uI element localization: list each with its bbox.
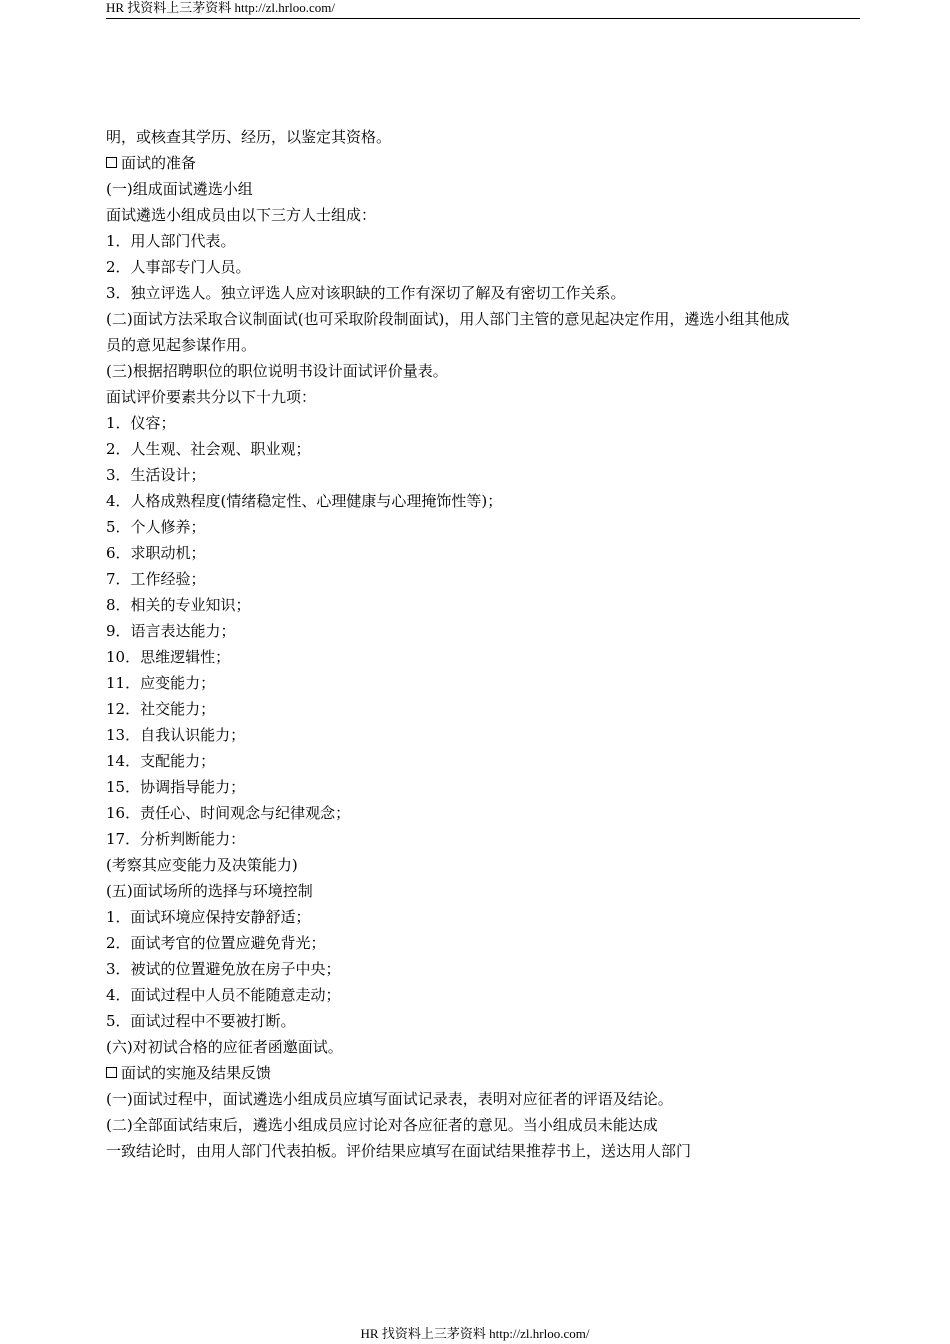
list-item: 3．被试的位置避免放在房子中央；: [106, 960, 341, 978]
list-item: 9．语言表达能力；: [106, 622, 236, 640]
text-line: (六)对初试合格的应征者函邀面试。: [106, 1038, 343, 1056]
section-heading-text: 面试的准备: [121, 154, 197, 172]
list-item: 4．面试过程中人员不能随意走动；: [106, 986, 341, 1004]
list-item: 7．工作经验；: [106, 570, 206, 588]
list-item: 14．支配能力；: [106, 752, 216, 770]
list-item: 3．生活设计；: [106, 466, 206, 484]
list-item: 2．面试考官的位置应避免背光；: [106, 934, 326, 952]
list-item: 12．社交能力；: [106, 700, 216, 718]
text-line: (考察其应变能力及决策能力): [106, 856, 298, 874]
list-item: 8．相关的专业知识；: [106, 596, 251, 614]
section-heading-text: 面试的实施及结果反馈: [121, 1064, 272, 1082]
section-heading-implementation: [106, 1060, 862, 1086]
list-item: 10．思维逻辑性；: [106, 648, 231, 666]
list-item: 4．人格成熟程度(情绪稳定性、心理健康与心理掩饰性等)；: [106, 492, 503, 510]
text-line: 明，或核查其学历、经历，以鉴定其资格。: [106, 128, 392, 146]
text-line: 面试遴选小组成员由以下三方人士组成：: [106, 206, 377, 224]
list-item: 1．仪容；: [106, 414, 176, 432]
list-item: 13．自我认识能力；: [106, 726, 246, 744]
list-item: 1．面试环境应保持安静舒适；: [106, 908, 311, 926]
text-line: (二)面试方法采取合议制面试(也可采取阶段制面试)，用人部门主管的意见起决定作用，遴选小组其他成: [106, 310, 790, 328]
document-body: [106, 124, 862, 1164]
list-item: 5．个人修养；: [106, 518, 206, 536]
text-line: (一)组成面试遴选小组: [106, 180, 253, 198]
section-heading-interview-prep: [106, 150, 862, 176]
text-line: 面试评价要素共分以下十九项：: [106, 388, 317, 406]
text-line: (五)面试场所的选择与环境控制: [106, 882, 313, 900]
list-item: 1．用人部门代表。: [106, 232, 236, 250]
text-line: (一)面试过程中，面试遴选小组成员应填写面试记录表，表明对应征者的评语及结论。: [106, 1090, 673, 1108]
list-item: 2．人事部专门人员。: [106, 258, 251, 276]
checkbox-square-icon: [106, 1067, 117, 1078]
list-item: 6．求职动机；: [106, 544, 206, 562]
list-item: 11．应变能力；: [106, 674, 216, 692]
list-item: 15．协调指导能力；: [106, 778, 246, 796]
page-footer: HR 找资料上三茅资料 http://zl.hrloo.com/: [360, 1326, 590, 1341]
text-line: 一致结论时，由用人部门代表拍板。评价结果应填写在面试结果推荐书上，送达用人部门: [106, 1142, 692, 1160]
list-item: 2．人生观、社会观、职业观；: [106, 440, 311, 458]
list-item: 17．分析判断能力：: [106, 830, 246, 848]
text-line: 员的意见起参谋作用。: [106, 336, 257, 354]
page-header: HR 找资料上三茅资料 http://zl.hrloo.com/: [106, 0, 860, 19]
list-item: 16．责任心、时间观念与纪律观念；: [106, 804, 351, 822]
list-item: 3．独立评选人。独立评选人应对该职缺的工作有深切了解及有密切工作关系。: [106, 284, 626, 302]
text-line: (二)全部面试结束后，遴选小组成员应讨论对各应征者的意见。当小组成员未能达成: [106, 1116, 658, 1134]
text-line: (三)根据招聘职位的职位说明书设计面试评价量表。: [106, 362, 448, 380]
list-item: 5．面试过程中不要被打断。: [106, 1012, 296, 1030]
checkbox-square-icon: [106, 157, 117, 168]
